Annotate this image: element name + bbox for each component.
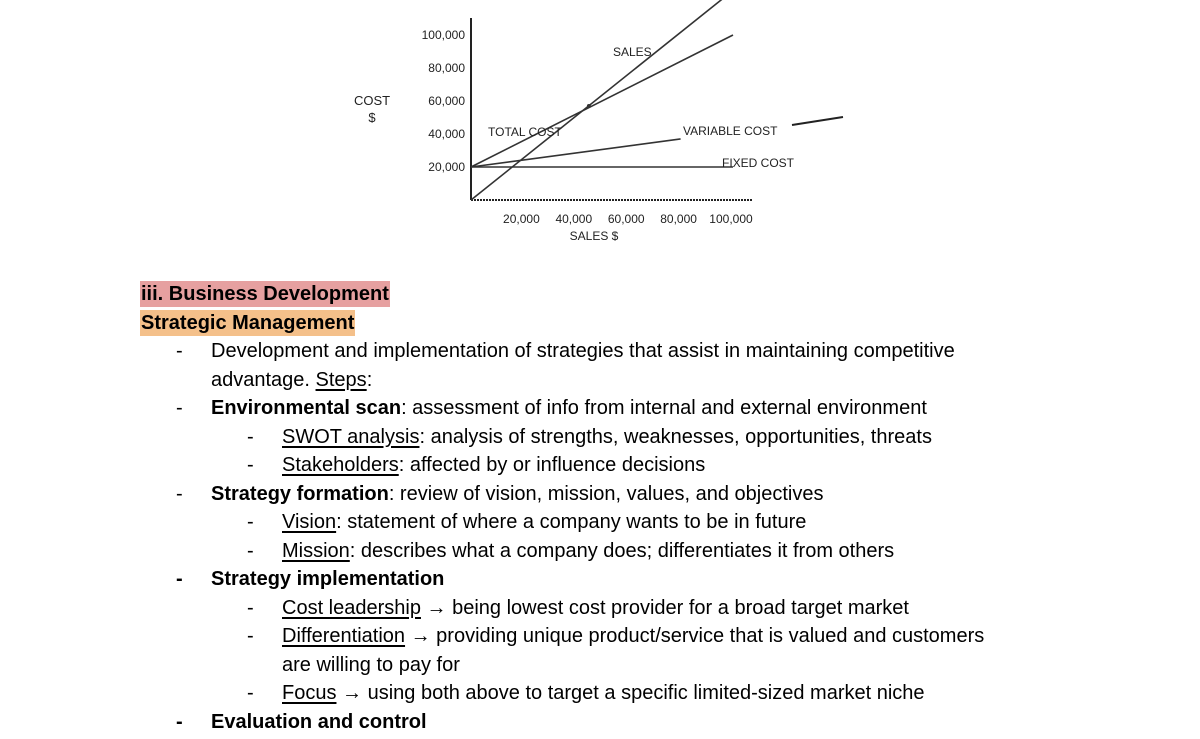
list-item-formation bbox=[211, 481, 823, 507]
formation-text: : review of vision, mission, values, and objectives bbox=[388, 483, 824, 505]
y-tick-label: 20,000 bbox=[428, 160, 465, 174]
swot-term: SWOT analysis bbox=[282, 426, 420, 448]
list-item-env-scan bbox=[211, 395, 927, 421]
bullet-dash: - bbox=[176, 711, 183, 733]
y-tick-label: 80,000 bbox=[428, 61, 465, 75]
env-scan-term: Environmental scan bbox=[211, 397, 402, 419]
bullet-dash: - bbox=[176, 397, 183, 419]
list-item-differentiation-cont bbox=[282, 652, 460, 678]
mission-text: : describes what a company does; differentiates it from others bbox=[349, 540, 895, 562]
series-line-variable-cost bbox=[471, 139, 681, 167]
bullet-dash: - bbox=[247, 597, 254, 619]
bullet-dash: - bbox=[247, 454, 254, 476]
stakeholders-text: : affected by or influence decisions bbox=[398, 454, 706, 476]
bullet-dash: - bbox=[247, 426, 254, 448]
differentiation-text-line1: → providing unique product/service that is valued and customers bbox=[405, 625, 985, 647]
stray-mark bbox=[792, 117, 843, 125]
list-item-implementation bbox=[211, 566, 444, 592]
x-tick-label: 100,000 bbox=[709, 212, 753, 226]
list-item-evaluation bbox=[211, 709, 427, 735]
x-tick-label: 40,000 bbox=[555, 212, 593, 226]
focus-text: → using both above to target a specific limited-sized market niche bbox=[336, 682, 925, 704]
annotation-sales: SALES bbox=[613, 45, 652, 59]
break-even-chart bbox=[0, 0, 1200, 260]
intro-text-line1: Development and implementation of strategies that assist in maintaining competitive bbox=[211, 340, 955, 362]
focus-term: Focus bbox=[282, 682, 337, 704]
y-axis-label-line2: $ bbox=[368, 110, 376, 125]
vision-term: Vision bbox=[282, 511, 337, 533]
list-item-stakeholders bbox=[282, 452, 705, 478]
bullet-dash: - bbox=[247, 682, 254, 704]
intro-text-line2: advantage. bbox=[211, 369, 316, 391]
differentiation-term: Differentiation bbox=[282, 625, 406, 647]
env-scan-text: : assessment of info from internal and external environment bbox=[401, 397, 927, 419]
section-heading: iii. Business Development bbox=[141, 283, 389, 305]
bullet-dash: - bbox=[176, 483, 183, 505]
break-even-point bbox=[587, 104, 591, 108]
series-line-sales bbox=[471, 0, 733, 200]
list-item-intro-cont bbox=[211, 367, 372, 393]
vision-text: : statement of where a company wants to be in future bbox=[336, 511, 807, 533]
list-item-cost-leadership bbox=[282, 595, 909, 621]
y-tick-label: 60,000 bbox=[428, 94, 465, 108]
bullet-dash: - bbox=[247, 625, 254, 647]
bullet-dash: - bbox=[247, 540, 254, 562]
x-tick-label: 20,000 bbox=[503, 212, 540, 226]
annotation-variable-cost: VARIABLE COST bbox=[683, 124, 778, 138]
y-axis-label-line1: COST bbox=[353, 93, 391, 108]
stakeholders-term: Stakeholders bbox=[282, 454, 399, 476]
list-item-swot bbox=[282, 424, 932, 450]
x-axis-label: SALES $ bbox=[569, 229, 619, 243]
list-item-intro bbox=[211, 338, 955, 364]
steps-link: Steps bbox=[315, 369, 367, 391]
y-tick-label: 100,000 bbox=[421, 28, 465, 42]
bullet-dash: - bbox=[247, 511, 254, 533]
list-item-differentiation bbox=[282, 623, 984, 649]
y-tick-label: 40,000 bbox=[428, 127, 465, 141]
series-line-total-cost bbox=[471, 35, 733, 167]
x-tick-label: 60,000 bbox=[607, 212, 645, 226]
list-item-focus bbox=[282, 680, 925, 706]
sub-heading: Strategic Management bbox=[141, 312, 355, 334]
cost-leadership-term: Cost leadership bbox=[282, 597, 421, 619]
annotation-total-cost: TOTAL COST bbox=[488, 125, 562, 139]
annotation-fixed-cost: FIXED COST bbox=[722, 156, 795, 170]
formation-term: Strategy formation bbox=[211, 483, 389, 505]
evaluation-term: Evaluation and control bbox=[211, 711, 427, 733]
mission-term: Mission bbox=[282, 540, 350, 562]
cost-leadership-text: → being lowest cost provider for a broad target market bbox=[420, 597, 909, 619]
implementation-term: Strategy implementation bbox=[211, 568, 445, 590]
bullet-dash: - bbox=[176, 568, 183, 590]
bullet-dash: - bbox=[176, 340, 183, 362]
differentiation-text-line2: are willing to pay for bbox=[282, 654, 460, 676]
list-item-vision bbox=[282, 509, 806, 535]
x-tick-label: 80,000 bbox=[660, 212, 697, 226]
steps-colon: : bbox=[366, 369, 373, 391]
list-item-mission bbox=[282, 538, 894, 564]
swot-text: : analysis of strengths, weaknesses, opportunities, threats bbox=[419, 426, 932, 448]
